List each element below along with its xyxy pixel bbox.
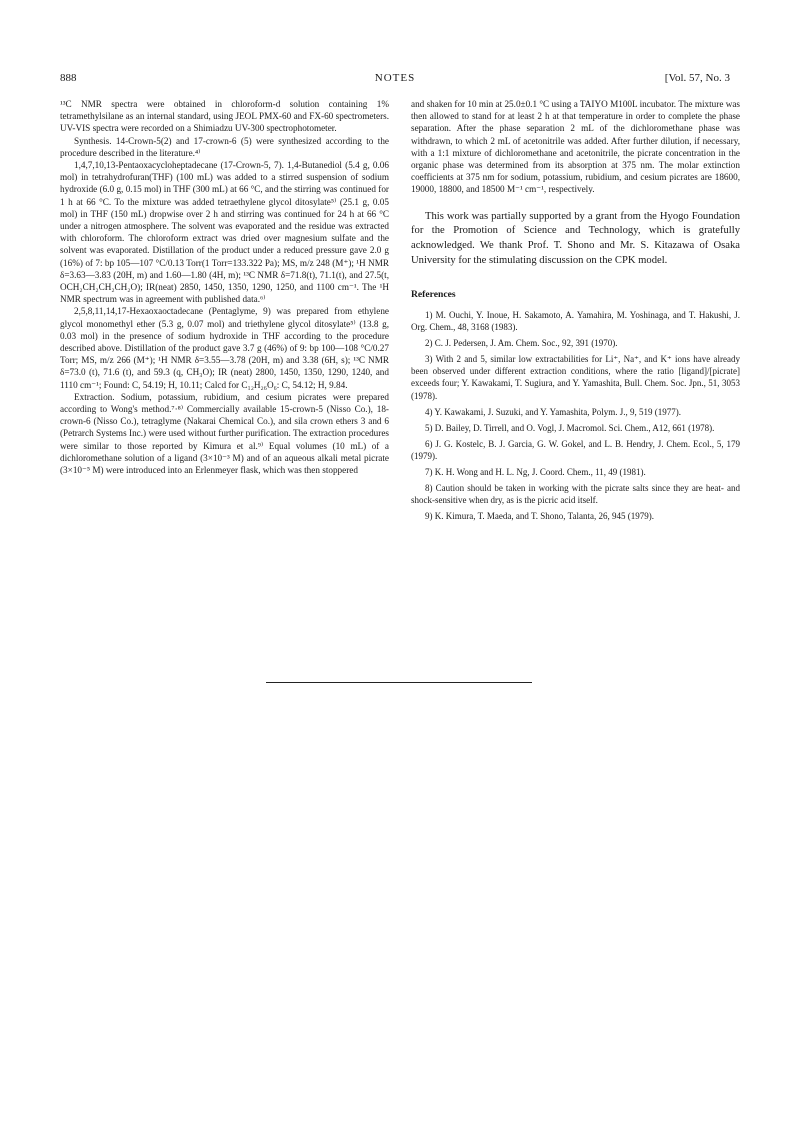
body-paragraph: Synthesis. 14-Crown-5(2) and 17-crown-6 (5) were synthesized according to the procedure described in the literature.⁴⁾: [60, 135, 389, 158]
acknowledgement: This work was partially supported by a grant from the Hyogo Foundation for the Promotion of Science and Technology, which is gratefully acknowledged. We thank Prof. T. Shono and Mr. S. Kitazawa of Osaka University for the stimulating discussion on the CPK model.: [411, 210, 740, 267]
reference-item: 2) C. J. Pedersen, J. Am. Chem. Soc., 92, 391 (1970).: [425, 338, 618, 349]
body-paragraph: Extraction. Sodium, potassium, rubidium, and cesium picrates were prepared according to Wong's method.⁷·⁸⁾ Commercially available 15-crown-5 (Nisso Co.), 18-crown-6 (Nisso Co.), tetraglyme (Nakarai Chemical Co.), and sila crown ethers 3 and 6 (Petrarch Systems Inc.) were used without further purification. The extraction procedures were similar to those reported by Kimura et al.⁹⁾ Equal volumes (10 mL) of a dichloromethane solution of a ligand (3×10⁻³ M) and of an aqueous alkali metal picrate (3×10⁻⁵ M) were introduced into an Erlenmeyer flask, which was then stoppered: [60, 391, 389, 476]
reference-item: 4) Y. Kawakami, J. Suzuki, and Y. Yamashita, Polym. J., 9, 519 (1977).: [425, 406, 681, 417]
body-paragraph: and shaken for 10 min at 25.0±0.1 °C using a TAIYO M100L incubator. The mixture was then allowed to stand for at least 2 h at that temperature in order to complete the phase separation. After the phase separation 2 mL of the dichloromethane phase was withdrawn, to which 2 mL of acetonitrile was added. After further dilution, if necessary, with a 1:1 mixture of dichloromethane and acetonitrile, the picrate concentration in the organic phase was determined from its absorption at 375 nm. The molar extinction coefficients at 375 nm for sodium, potassium, rubidium, and cesium picrates are 18600, 19000, 18800, and 18500 M⁻¹ cm⁻¹, respectively.: [411, 99, 740, 195]
reference-item: 8) Caution should be taken in working with the picrate salts since they are heat- and shock-sensitive when dry, as is the picric acid itself.: [411, 483, 740, 506]
section-title: NOTES: [374, 72, 416, 84]
references-heading: References: [411, 288, 456, 300]
reference-list: [411, 309, 740, 522]
page-number: 888: [60, 72, 77, 84]
right-column: [411, 98, 740, 526]
body-paragraph: 1,4,7,10,13-Pentaoxacycloheptadecane (17-Crown-5, 7). 1,4-Butanediol (5.4 g, 0.06 mol) in tetrahydrofuran(THF) (100 mL) was added to a stirred suspension of sodium hydroxide (6.0 g, 0.15 mol) in THF (300 mL) at 66 °C, and the stirring was continued for 1 h at 66 °C. To the mixture was added tetraethylene glycol ditosylate⁵⁾ (25.1 g, 0.05 mol) in THF (150 mL) dropwise over 2 h and stirring was continued for 24 h at 66 °C under a nitrogen atmosphere. The solvent was evaporated and the residue was extracted with chloroform. The chloroform extract was dried over magnesium sulfate and the solvent was evaporated. Distillation of the product under a reduced pressure gave 2.0 g (16%) of 7: bp 105—107 °C/0.13 Torr(1 Torr=133.322 Pa); MS, m/z 248 (M⁺); ¹H NMR δ=3.63—3.83 (20H, m) and 1.60—1.80 (4H, m); ¹³C NMR δ=71.8(t), 71.1(t), and 27.5(t, OCH₂CH₂CH₂CH₂O); IR(neat) 2850, 1450, 1350, 1290, 1250, and 1100 cm⁻¹. The ¹H NMR spectrum was in agreement with published data.⁶⁾: [60, 160, 389, 305]
end-rule: [266, 682, 532, 683]
reference-item: 9) K. Kimura, T. Maeda, and T. Shono, Talanta, 26, 945 (1979).: [425, 511, 654, 522]
reference-item: 5) D. Bailey, D. Tirrell, and O. Vogl, J. Macromol. Sci. Chem., A12, 661 (1978).: [425, 422, 715, 433]
reference-item: 3) With 2 and 5, similar low extractabilities for Li⁺, Na⁺, and K⁺ ions have already been observed under different extraction conditions, where the ratio [ligand]/[picrate] exceeds four; Y. Kawakami, T. Sugiura, and Y. Yamashita, Bull. Chem. Soc. Jpn., 51, 3053 (1978).: [411, 354, 740, 401]
body-paragraph: 2,5,8,11,14,17-Hexaoxaoctadecane (Pentaglyme, 9) was prepared from ethylene glycol monomethyl ether (5.3 g, 0.07 mol) and triethylene glycol ditosylate⁵⁾ (13.8 g, 0.03 mol) in the presence of sodium hydroxide in THF according to the procedure described above. Distillation of the product gave 3.7 g (46%) of 9: bp 100—108 °C/0.27 Torr; MS, m/z 266 (M⁺); ¹H NMR δ=3.55—3.78 (20H, m) and 3.38 (6H, s); ¹³C NMR δ=73.0 (t), 71.6 (t), and 59.3 (q, CH₃O); IR (neat) 2800, 1450, 1350, 1290, 1240, and 1110 cm⁻¹; Found: C, 54.19; H, 10.11; Calcd for C₁₂H₂₆O₆: C, 54.12; H, 9.84.: [60, 306, 389, 390]
body-paragraph: ¹³C NMR spectra were obtained in chloroform-d solution containing 1% tetramethylsilane as an internal standard, using JEOL PMX-60 and FX-60 spectrometers. UV-VIS spectra were recorded on a Shimiadzu UV-300 spectrophotometer.: [60, 99, 389, 134]
reference-item: 1) M. Ouchi, Y. Inoue, H. Sakamoto, A. Yamahira, M. Yoshinaga, and T. Hakushi, J. Org. Chem., 48, 3168 (1983).: [411, 310, 740, 333]
volume-info: [Vol. 57, No. 3: [664, 72, 730, 84]
reference-item: 6) J. G. Kostelc, B. J. Garcia, G. W. Gokel, and L. B. Hendry, J. Chem. Ecol., 5, 179 (1979).: [411, 438, 740, 461]
running-header: [60, 72, 730, 88]
reference-item: 7) K. H. Wong and H. L. Ng, J. Coord. Chem., 11, 49 (1981).: [425, 467, 646, 478]
left-column: [60, 98, 389, 476]
